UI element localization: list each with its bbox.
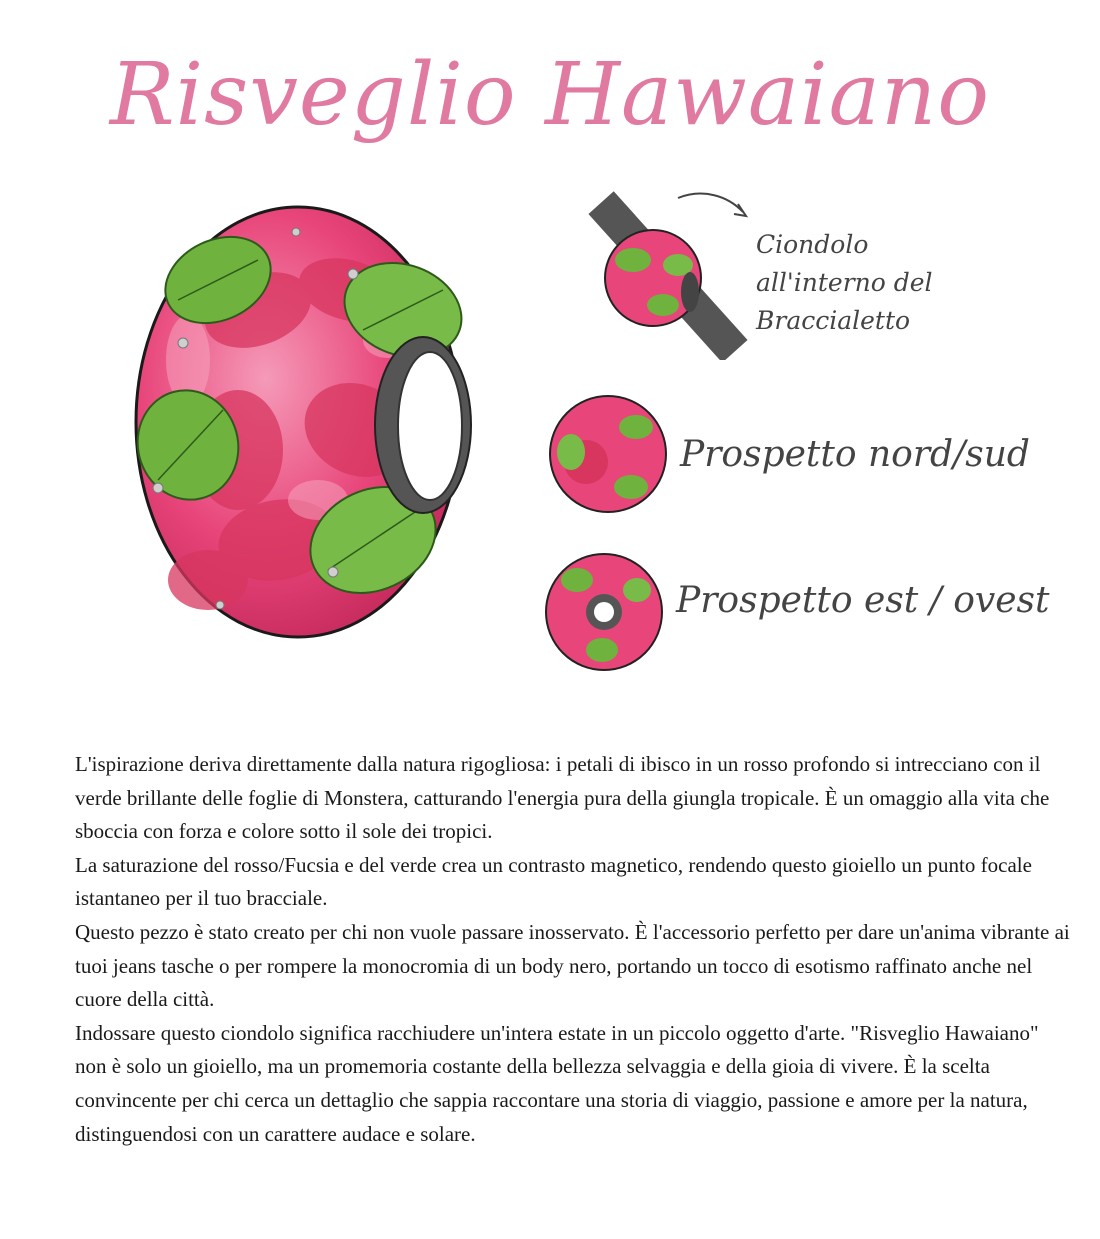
- caption-inside-bracelet: Ciondolo all'interno del Braccialetto: [756, 230, 933, 335]
- bead-north-south-illustration: [546, 392, 670, 516]
- description-paragraph: La saturazione del rosso/Fucsia e del verde crea un contrasto magnetico, rendendo questo gioiello un punto focale istantaneo per il tuo bracciale.: [75, 852, 1032, 911]
- description-paragraph: Indossare questo ciondolo significa racchiudere un'intera estate in un piccolo oggetto d'arte. "Risveglio Hawaiano" non è solo un gioiello, ma un promemoria costante della bellezza selvaggia e della gioia di vivere. È la scelta convincente per chi cerca un dettaglio che sappia raccontare una storia di viaggio, passione e amore per la natura, distinguendosi con un carattere audace e solare.: [75, 1020, 1039, 1146]
- bead-east-west-illustration: [542, 550, 666, 674]
- caption-north-south: Prospetto nord/sud: [680, 434, 1030, 475]
- bead-bracelet-illustration: [578, 190, 758, 360]
- description-paragraph: Questo pezzo è stato creato per chi non vuole passare inosservato. È l'accessorio perfetto per dare un'anima vibrante ai tuoi jeans tasche o per rompere la monocromia di un body nero, portando un tocco di esotismo raffinato anche nel cuore della città.: [75, 919, 1070, 1012]
- description-paragraph: L'ispirazione deriva direttamente dalla natura rigogliosa: i petali di ibisco in un rosso profondo si intrecciano con il verde brillante delle foglie di Monstera, catturando l'energia pura della giungla tropicale. È un omaggio alla vita che sboccia con forza e colore sotto il sole dei tropici.: [75, 752, 1050, 844]
- description: [75, 748, 1075, 1151]
- page-title: Risveglio Hawaiano: [109, 45, 991, 145]
- caption-east-west: Prospetto est / ovest: [676, 580, 1050, 621]
- bead-main-illustration: [128, 200, 488, 650]
